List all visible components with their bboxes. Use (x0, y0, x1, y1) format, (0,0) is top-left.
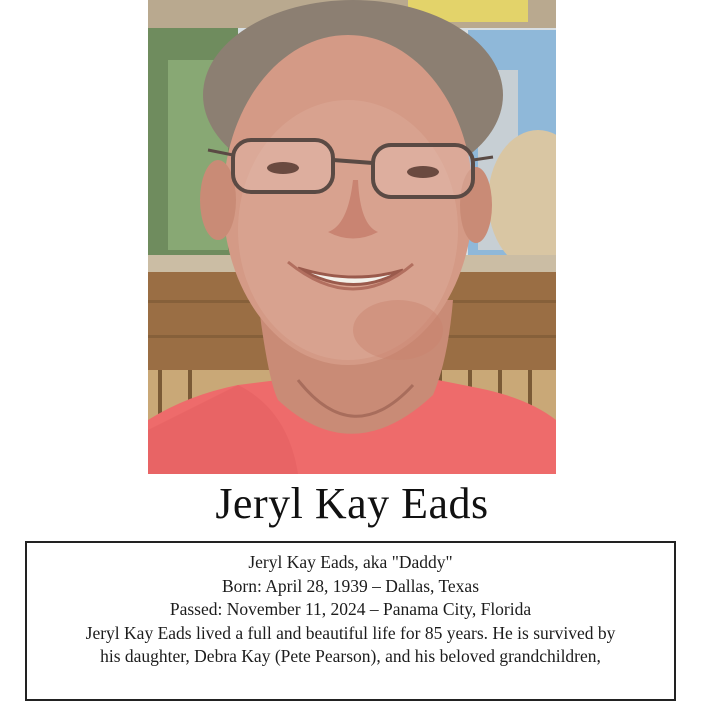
aka-line: Jeryl Kay Eads, aka "Daddy" (248, 552, 453, 572)
obituary-text-box (25, 541, 676, 701)
portrait-photo (148, 0, 556, 474)
portrait-illustration (148, 0, 556, 474)
passed-line: Passed: November 11, 2024 – Panama City, Florida (169, 599, 532, 619)
born-line: Born: April 28, 1939 – Dallas, Texas (221, 575, 480, 596)
bio-line-1: Jeryl Kay Eads lived a full and beautiful life for 85 years. He is survived by (85, 622, 616, 643)
bio-line-2: his daughter, Debra Kay (Pete Pearson), and his beloved grandchildren, (100, 646, 601, 666)
deceased-name-heading: Jeryl Kay Eads (215, 479, 489, 528)
